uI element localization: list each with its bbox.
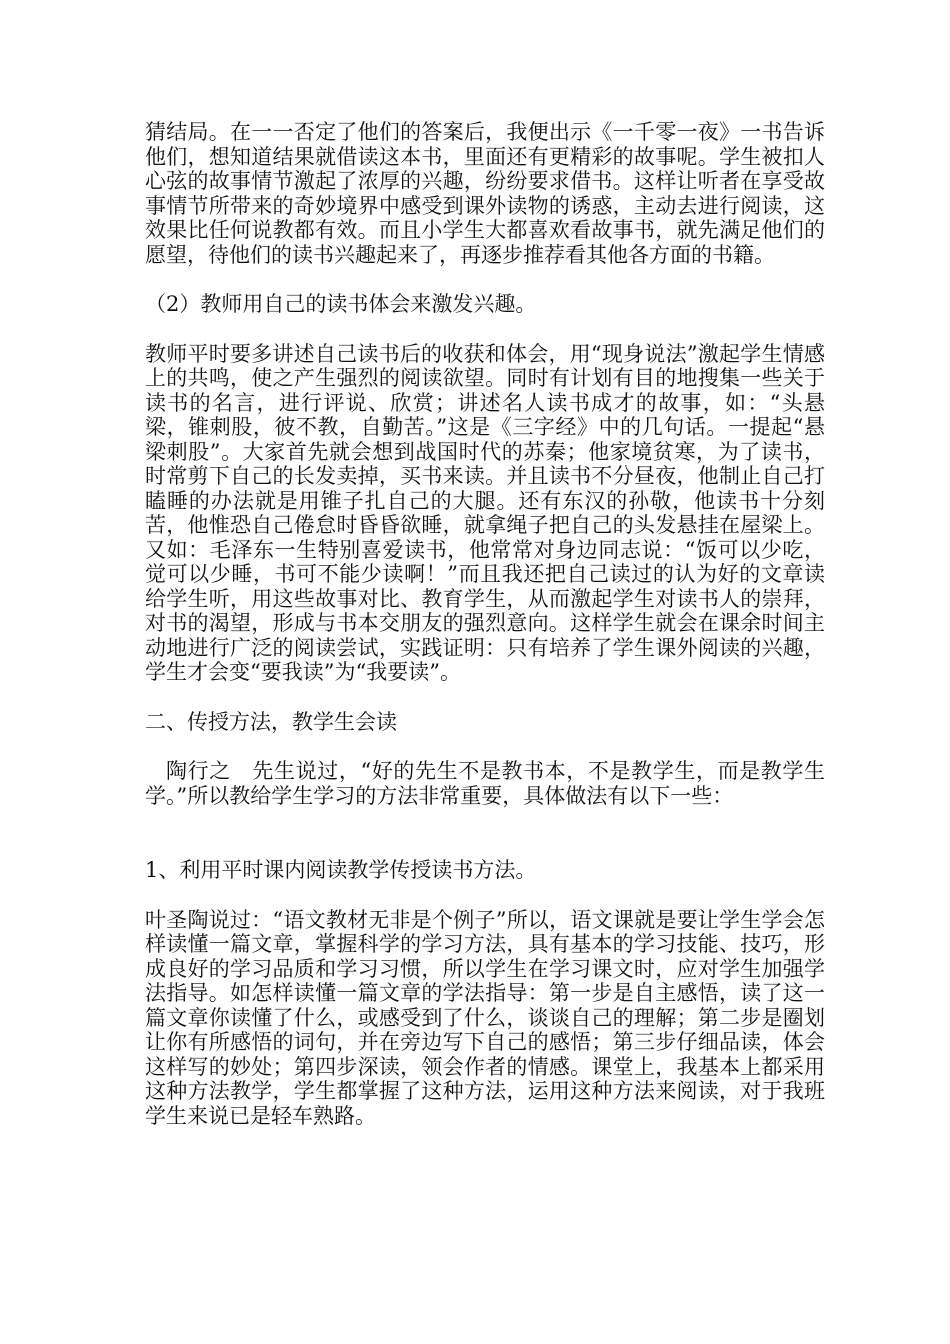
subheading-classroom-reading: 1、利用平时课内阅读教学传授读书方法。 [145, 858, 537, 882]
paragraph-ye-shengtao: 叶圣陶说过：“语文教材无非是个例子”所以，语文课就是要让学生学会怎样读懂一篇文章，掌握科学的学习方法，具有基本的学习技能、技巧，形成良好的学习品质和学习习惯，所以学生在学习课文时，应对学生加强学法指导。如怎样读懂一篇文章的学法指导：第一步是自主感悟，读了这一篇文章你读懂了什么，或感受到了什么，谈谈自己的理解；第二步是圈划让你有所感悟的词句，并在旁边写下自己的感悟；第三步仔细品读，体会这样写的妙处；第四步深读，领会作者的情感。课堂上，我基本上都采用这种方法教学，学生都掌握了这种方法，运用这种方法来阅读，对于我班学生来说已是轻车熟路。 [145, 907, 825, 1128]
paragraph-gap [145, 317, 825, 342]
section-heading-methods: 二、传授方法，教学生会读 [145, 709, 397, 734]
paragraph-gap [145, 685, 825, 710]
paragraph-story-recommendation: 猜结局。在一一否定了他们的答案后，我便出示《一千零一夜》一书告诉他们，想知道结果就借读这本书，里面还有更精彩的故事呢。学生被扣人心弦的故事情节激起了浓厚的兴趣，纷纷要求借书。这样让听者在享受故事情节所带来的奇妙境界中感受到课外读物的诱惑，主动去进行阅读，这效果比任何说教都有效。而且小学生大都喜欢看故事书，就先满足他们的愿望，待他们的读书兴趣起来了，再逐步推荐看其他各方面的书籍。 [145, 120, 825, 267]
paragraph-gap [145, 883, 825, 908]
paragraph-tao-quote: 陶行之 先生说过，“好的先生不是教书本，不是教学生，而是教学生学。”所以教给学生学习的方法非常重要，具体做法有以下一些： [145, 759, 825, 808]
paragraph-gap [145, 808, 825, 858]
paragraph-teacher-experience: 教师平时要多讲述自己读书后的收获和体会，用“现身说法”激起学生情感上的共鸣，使之产生强烈的阅读欲望。同时有计划有目的地搜集一些关于读书的名言，进行评说、欣赏；讲述名人读书成才的故事，如：“头悬梁，锥刺股，彼不教，自勤苦。”这是《三字经》中的几句话。一提起“悬梁刺股”。大家首先就会想到战国时代的苏秦；他家境贫寒，为了读书，时常剪下自己的长发卖掉，买书来读。并且读书不分昼夜，他制止自己打瞌睡的办法就是用锥子扎自己的大腿。还有东汉的孙敬，他读书十分刻苦，他惟恐自己倦怠时昏昏欲睡，就拿绳子把自己的头发悬挂在屋梁上。又如：毛泽东一生特别喜爱读书，他常常对身边同志说：“饭可以少吃，觉可以少睡，书可不能少读啊！”而且我还把自己读过的认为好的文章读给学生听，用这些故事对比、教育学生，从而激起学生对读书人的崇拜，对书的渴望，形成与书本交朋友的强烈意向。这样学生就会在课余时间主动地进行广泛的阅读尝试，实践证明：只有培养了学生课外阅读的兴趣，学生才会变“要我读”为“我要读”。 [145, 341, 825, 684]
paragraph-gap [145, 734, 825, 759]
subheading-teacher-experience: （2）教师用自己的读书体会来激发兴趣。 [145, 292, 537, 316]
document-page [145, 120, 825, 1128]
paragraph-gap [145, 267, 825, 292]
